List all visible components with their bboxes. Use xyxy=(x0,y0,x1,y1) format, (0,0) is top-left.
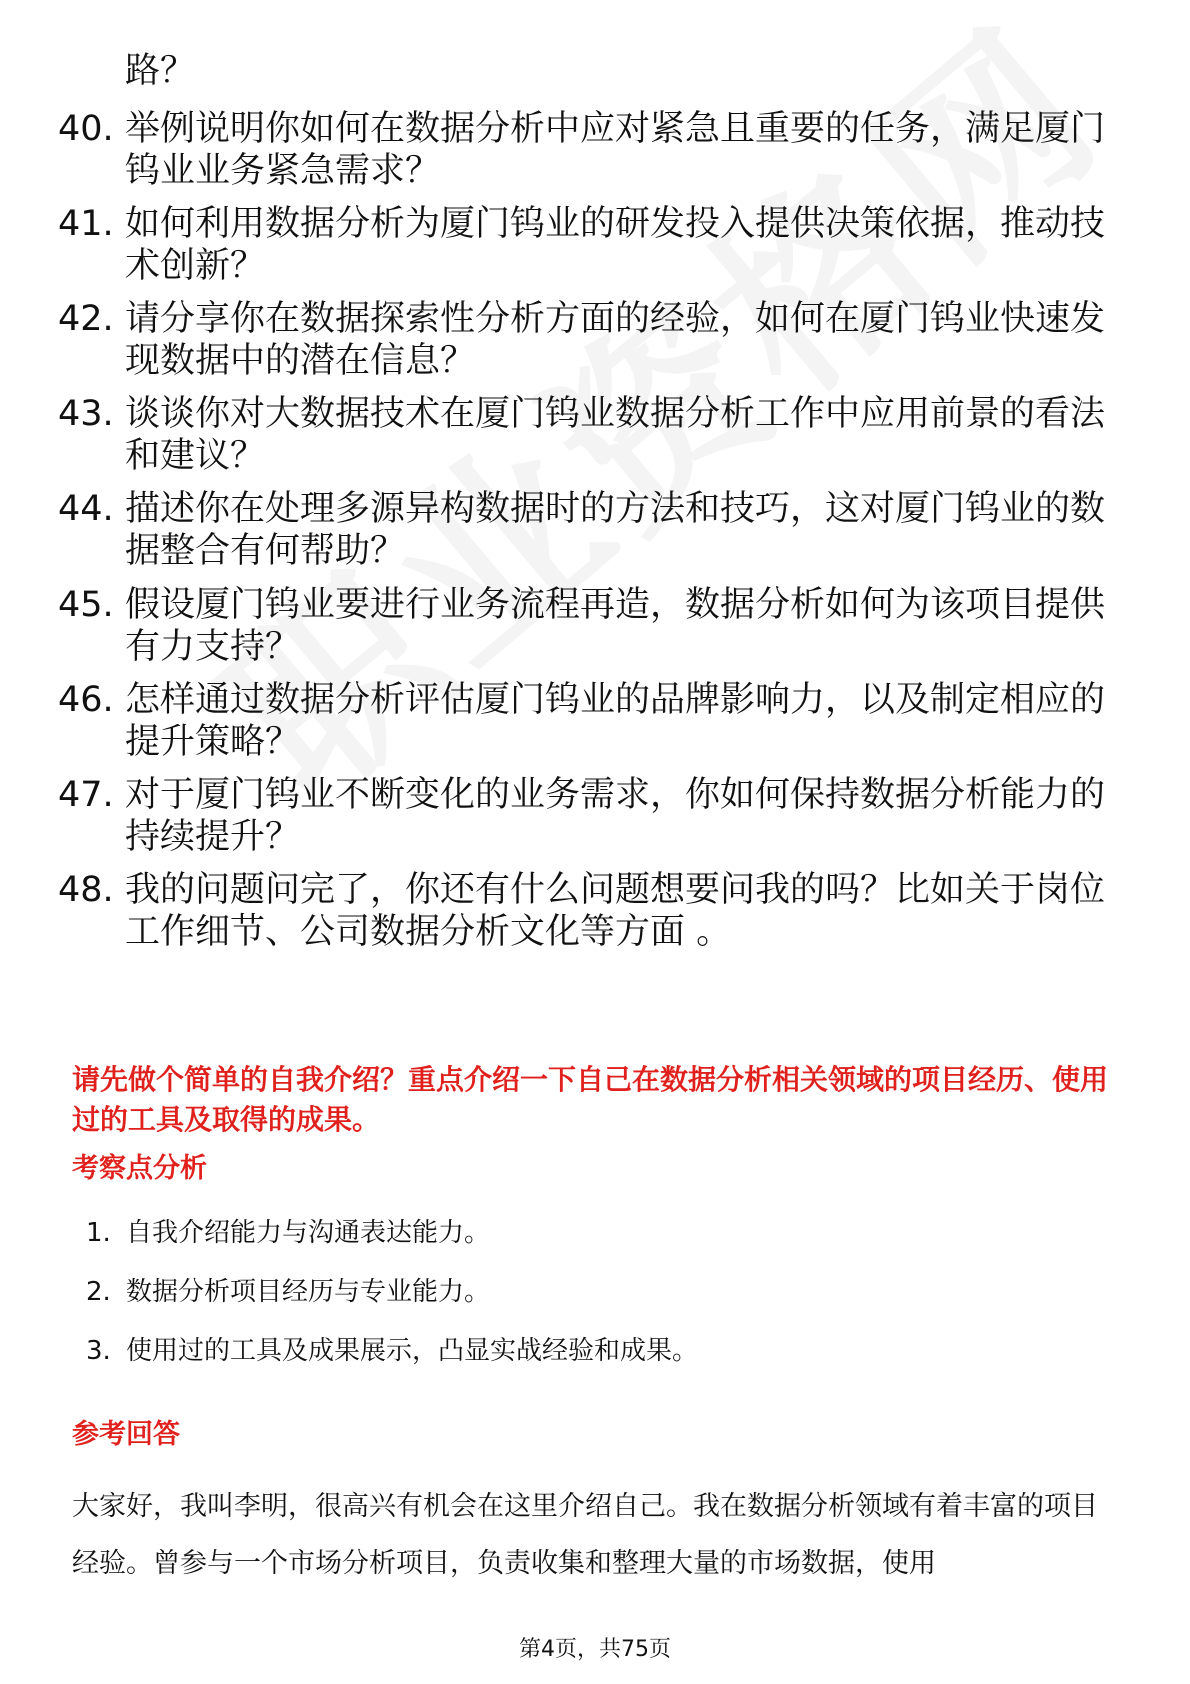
question-number: 48. xyxy=(58,870,114,910)
analysis-point-text: 数据分析项目经历与专业能力。 xyxy=(126,1277,491,1307)
question-text: 我的问题问完了，你还有什么问题想要问我的吗？比如关于岗位工作细节、公司数据分析文化等方面 。 xyxy=(125,870,1106,952)
question-number: 46. xyxy=(58,680,114,720)
question-text: 对于厦门钨业不断变化的业务需求，你如何保持数据分析能力的持续提升？ xyxy=(125,775,1106,857)
analysis-heading: 考察点分析 xyxy=(72,1153,207,1184)
question-number: 43. xyxy=(58,394,114,434)
question-number: 44. xyxy=(58,489,114,529)
answer-paragraph: 大家好，我叫李明，很高兴有机会在这里介绍自己。我在数据分析领域有着丰富的项目经验。曾参与一个市场分析项目，负责收集和整理大量的市场数据，使用 xyxy=(72,1491,1098,1579)
question-text: 举例说明你如何在数据分析中应对紧急且重要的任务，满足厦门钨业业务紧急需求？ xyxy=(125,109,1106,191)
continuation-text: 路？ xyxy=(125,51,196,91)
question-number: 40. xyxy=(58,109,114,149)
question-text: 如何利用数据分析为厦门钨业的研发投入提供决策依据，推动技术创新？ xyxy=(125,204,1106,286)
analysis-point-number: 3. xyxy=(86,1336,111,1366)
question-number: 45. xyxy=(58,585,114,625)
answer-heading: 参考回答 xyxy=(72,1419,180,1450)
analysis-point-number: 2. xyxy=(86,1277,111,1307)
question-text: 谈谈你对大数据技术在厦门钨业数据分析工作中应用前景的看法和建议？ xyxy=(125,394,1106,476)
analysis-point-number: 1. xyxy=(86,1218,111,1248)
question-number: 47. xyxy=(58,775,114,815)
question-number: 42. xyxy=(58,299,114,339)
analysis-point-text: 使用过的工具及成果展示，凸显实战经验和成果。 xyxy=(126,1336,699,1366)
question-text: 请分享你在数据探索性分析方面的经验，如何在厦门钨业快速发现数据中的潜在信息？ xyxy=(125,299,1106,381)
question-text: 假设厦门钨业要进行业务流程再造，数据分析如何为该项目提供有力支持？ xyxy=(125,585,1106,667)
question-text: 描述你在处理多源异构数据时的方法和技巧，这对厦门钨业的数据整合有何帮助？ xyxy=(125,489,1106,571)
question-number: 41. xyxy=(58,204,114,244)
question-text: 怎样通过数据分析评估厦门钨业的品牌影响力，以及制定相应的提升策略？ xyxy=(125,680,1106,762)
page-footer: 第4页，共75页 xyxy=(519,1637,671,1662)
analysis-point-text: 自我介绍能力与沟通表达能力。 xyxy=(126,1218,491,1248)
featured-question: 请先做个简单的自我介绍？重点介绍一下自己在数据分析相关领域的项目经历、使用过的工具及取得的成果。 xyxy=(72,1063,1109,1136)
